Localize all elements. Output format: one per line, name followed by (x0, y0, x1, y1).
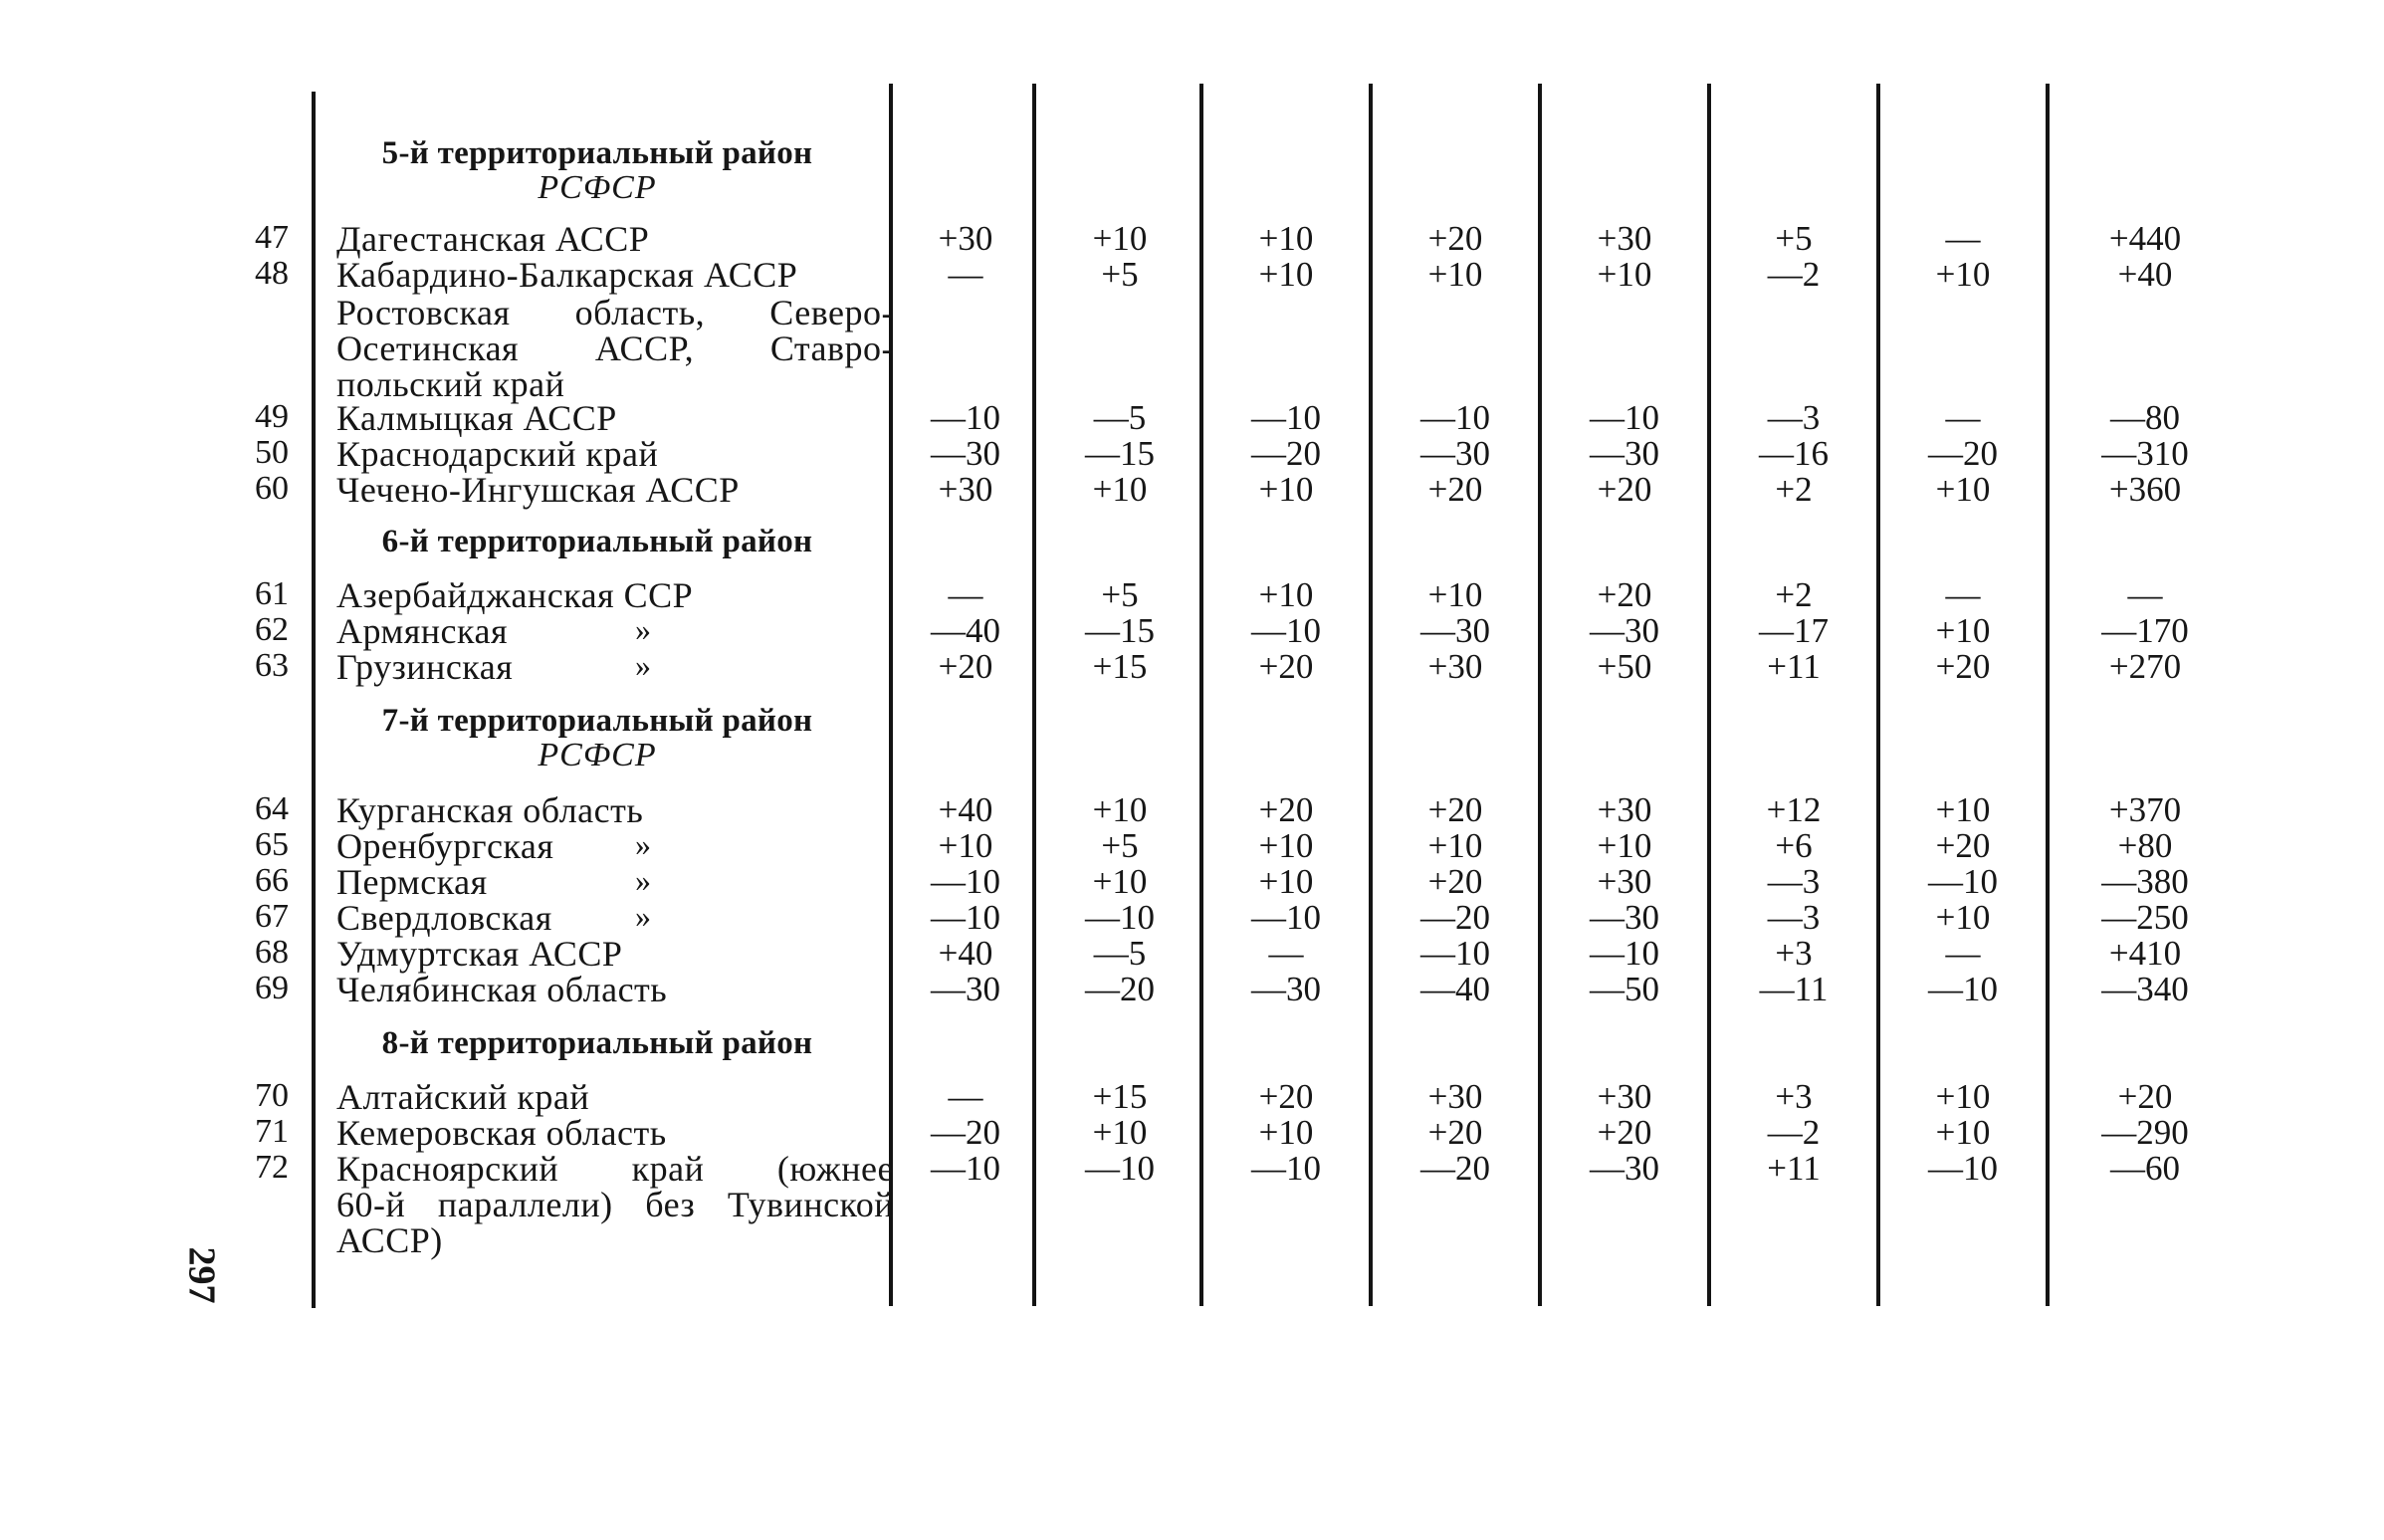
cell-value: +12 (1766, 790, 1822, 829)
cell-value: —10 (931, 398, 1000, 437)
row-label: Оренбургская (336, 826, 554, 866)
rule-column-4 (1369, 84, 1373, 1306)
cell-value: —10 (1251, 398, 1321, 437)
cell-value: —10 (1251, 1149, 1321, 1188)
cell-value: —30 (1251, 970, 1321, 1008)
cell-value: —3 (1767, 898, 1821, 937)
row-number: 62 (255, 611, 289, 648)
group-header: 7-й территориальный район (381, 703, 813, 739)
row-number: 61 (255, 575, 289, 612)
cell-value: +10 (1092, 1113, 1148, 1152)
cell-value: +5 (1775, 219, 1813, 258)
cell-value: —20 (1085, 970, 1155, 1008)
group-header: 8-й территориальный район (381, 1025, 813, 1061)
row-number: 65 (255, 826, 289, 863)
cell-value: +10 (1258, 575, 1314, 614)
cell-value: +10 (1258, 826, 1314, 865)
rule-column-8 (2046, 84, 2050, 1306)
cell-value: +10 (1935, 1077, 1991, 1116)
cell-value: —3 (1767, 398, 1821, 437)
cell-value: —5 (1093, 934, 1147, 973)
cell-value: —10 (931, 1149, 1000, 1188)
rule-column-6 (1707, 84, 1711, 1306)
row-label: Калмыцкая АССР (336, 398, 617, 438)
ditto-mark: » (635, 898, 652, 934)
cell-value: +5 (1101, 255, 1139, 294)
cell-value: —250 (2101, 898, 2189, 937)
rule-column-7 (1876, 84, 1880, 1306)
row-number: 64 (255, 790, 289, 827)
cell-value: +440 (2108, 219, 2182, 258)
cell-value: —30 (1420, 434, 1490, 473)
cell-value: +360 (2108, 470, 2182, 509)
cell-value: +40 (2117, 255, 2173, 294)
cell-value: —170 (2101, 611, 2189, 650)
cell-value: +20 (1427, 470, 1483, 509)
cell-value: +10 (1427, 255, 1483, 294)
cell-value: —10 (1590, 934, 1659, 973)
row-number: 67 (255, 898, 289, 935)
cell-value: —10 (1590, 398, 1659, 437)
cell-value: —30 (1590, 434, 1659, 473)
cell-value: —15 (1085, 611, 1155, 650)
cell-value: +15 (1092, 647, 1148, 686)
cell-value: —10 (931, 898, 1000, 937)
cell-value: +30 (1597, 790, 1652, 829)
row-label-line: Ростовская область, Северо- (336, 293, 894, 332)
cell-value: +5 (1101, 575, 1139, 614)
cell-value: —10 (1928, 970, 1998, 1008)
cell-value: +10 (1092, 219, 1148, 258)
row-label: Свердловская (336, 898, 552, 938)
row-number: 69 (255, 970, 289, 1006)
cell-value: +10 (1935, 255, 1991, 294)
cell-value: — (1945, 398, 1981, 437)
row-number: 47 (255, 219, 289, 256)
page-number: 297 (180, 1246, 223, 1304)
cell-value: — (948, 575, 983, 614)
rule-left (312, 92, 316, 1308)
cell-value: +30 (1427, 647, 1483, 686)
cell-value: —20 (931, 1113, 1000, 1152)
cell-value: +20 (1597, 575, 1652, 614)
cell-value: +2 (1775, 575, 1813, 614)
cell-value: —80 (2110, 398, 2180, 437)
cell-value: +410 (2108, 934, 2182, 973)
cell-value: +10 (1092, 470, 1148, 509)
cell-value: +2 (1775, 470, 1813, 509)
row-number: 72 (255, 1149, 289, 1186)
cell-value: +10 (1427, 826, 1483, 865)
cell-value: +10 (1092, 790, 1148, 829)
rule-column-3 (1199, 84, 1203, 1306)
cell-value: —30 (1590, 898, 1659, 937)
cell-value: +10 (1258, 862, 1314, 901)
cell-value: +30 (938, 219, 993, 258)
cell-value: +20 (1427, 219, 1483, 258)
cell-value: +10 (1597, 826, 1652, 865)
row-number: 70 (255, 1077, 289, 1114)
cell-value: —15 (1085, 434, 1155, 473)
cell-value: — (1945, 934, 1981, 973)
cell-value: —20 (1928, 434, 1998, 473)
cell-value: +20 (1597, 470, 1652, 509)
cell-value: —10 (1928, 1149, 1998, 1188)
cell-value: +10 (1258, 470, 1314, 509)
row-label: Кабардино-Балкарская АССР (336, 255, 798, 295)
cell-value: +20 (1597, 1113, 1652, 1152)
row-label: Челябинская область (336, 970, 668, 1009)
cell-value: —2 (1767, 255, 1821, 294)
cell-value: —16 (1759, 434, 1829, 473)
ditto-mark: » (635, 862, 652, 898)
cell-value: +15 (1092, 1077, 1148, 1116)
cell-value: —11 (1759, 970, 1829, 1008)
cell-value: —30 (1590, 611, 1659, 650)
cell-value: +10 (938, 826, 993, 865)
cell-value: —10 (931, 862, 1000, 901)
row-label: Азербайджанская ССР (336, 575, 694, 615)
cell-value: —10 (1085, 898, 1155, 937)
cell-value: —10 (1085, 1149, 1155, 1188)
cell-value: —340 (2101, 970, 2189, 1008)
row-label: Курганская область (336, 790, 644, 830)
row-label: Чечено-Ингушская АССР (336, 470, 740, 510)
cell-value: +30 (1597, 219, 1652, 258)
cell-value: — (948, 1077, 983, 1116)
cell-value: +10 (1935, 611, 1991, 650)
cell-value: —3 (1767, 862, 1821, 901)
row-label-line: 60-й параллели) без Тувинской (336, 1185, 894, 1224)
cell-value: +10 (1258, 219, 1314, 258)
row-label-line: Красноярский край (южнее (336, 1149, 894, 1189)
cell-value: —30 (1590, 1149, 1659, 1188)
cell-value: —10 (1420, 934, 1490, 973)
group-header: 5-й территориальный район (381, 135, 813, 171)
cell-value: —5 (1093, 398, 1147, 437)
row-label: Дагестанская АССР (336, 219, 650, 259)
cell-value: —50 (1590, 970, 1659, 1008)
cell-value: +20 (1258, 647, 1314, 686)
cell-value: +10 (1258, 255, 1314, 294)
cell-value: —10 (1251, 611, 1321, 650)
row-number: 66 (255, 862, 289, 899)
cell-value: —17 (1759, 611, 1829, 650)
cell-value: +10 (1935, 898, 1991, 937)
cell-value: —310 (2101, 434, 2189, 473)
cell-value: +5 (1101, 826, 1139, 865)
cell-value: +10 (1935, 1113, 1991, 1152)
cell-value: —380 (2101, 862, 2189, 901)
row-label: Краснодарский край (336, 434, 659, 474)
row-number: 71 (255, 1113, 289, 1150)
cell-value: +10 (1427, 575, 1483, 614)
cell-value: —30 (1420, 611, 1490, 650)
cell-value: — (2127, 575, 2163, 614)
row-number: 63 (255, 647, 289, 684)
cell-value: —30 (931, 970, 1000, 1008)
cell-value: —20 (1420, 1149, 1490, 1188)
cell-value: +30 (1597, 862, 1652, 901)
cell-value: —10 (1251, 898, 1321, 937)
row-label: Кемеровская область (336, 1113, 667, 1153)
row-number: 50 (255, 434, 289, 471)
cell-value: +40 (938, 934, 993, 973)
ditto-mark: » (635, 826, 652, 862)
cell-value: +11 (1767, 1149, 1821, 1188)
row-number: 48 (255, 255, 289, 292)
cell-value: —20 (1251, 434, 1321, 473)
rule-column-5 (1538, 84, 1542, 1306)
cell-value: +50 (1597, 647, 1652, 686)
cell-value: +20 (1427, 862, 1483, 901)
cell-value: +3 (1775, 934, 1813, 973)
cell-value: +20 (1427, 790, 1483, 829)
cell-value: +370 (2108, 790, 2182, 829)
cell-value: — (948, 255, 983, 294)
group-subheader: РСФСР (538, 169, 657, 206)
row-number: 68 (255, 934, 289, 971)
ditto-mark: » (635, 611, 652, 647)
cell-value: +30 (1597, 1077, 1652, 1116)
cell-value: +6 (1775, 826, 1813, 865)
cell-value: +20 (1258, 790, 1314, 829)
cell-value: +30 (938, 470, 993, 509)
row-label: Грузинская (336, 647, 514, 687)
cell-value: +10 (1092, 862, 1148, 901)
row-label-line: Осетинская АССР, Ставро- (336, 329, 894, 368)
cell-value: —290 (2101, 1113, 2189, 1152)
row-label: Армянская (336, 611, 509, 651)
ditto-mark: » (635, 647, 652, 683)
cell-value: +11 (1767, 647, 1821, 686)
cell-value: —60 (2110, 1149, 2180, 1188)
cell-value: +10 (1935, 790, 1991, 829)
cell-value: +40 (938, 790, 993, 829)
row-label-line: польский край (336, 364, 565, 404)
row-number: 49 (255, 398, 289, 435)
cell-value: +20 (1258, 1077, 1314, 1116)
cell-value: +10 (1597, 255, 1652, 294)
group-subheader: РСФСР (538, 737, 657, 773)
cell-value: — (1945, 219, 1981, 258)
row-label: Удмуртская АССР (336, 934, 623, 974)
row-label: Алтайский край (336, 1077, 590, 1117)
cell-value: +270 (2108, 647, 2182, 686)
cell-value: —30 (931, 434, 1000, 473)
cell-value: +20 (1935, 647, 1991, 686)
cell-value: — (1945, 575, 1981, 614)
cell-value: —10 (1928, 862, 1998, 901)
cell-value: +10 (1935, 470, 1991, 509)
cell-value: +20 (1935, 826, 1991, 865)
row-label: Пермская (336, 862, 488, 902)
cell-value: —40 (931, 611, 1000, 650)
cell-value: — (1268, 934, 1304, 973)
row-number: 60 (255, 470, 289, 507)
group-header: 6-й территориальный район (381, 524, 813, 559)
cell-value: +20 (938, 647, 993, 686)
cell-value: +10 (1258, 1113, 1314, 1152)
cell-value: —20 (1420, 898, 1490, 937)
cell-value: +20 (2117, 1077, 2173, 1116)
cell-value: —2 (1767, 1113, 1821, 1152)
row-label-line: АССР) (336, 1220, 443, 1260)
cell-value: —10 (1420, 398, 1490, 437)
cell-value: +30 (1427, 1077, 1483, 1116)
cell-value: +3 (1775, 1077, 1813, 1116)
cell-value: +80 (2117, 826, 2173, 865)
cell-value: —40 (1420, 970, 1490, 1008)
cell-value: +20 (1427, 1113, 1483, 1152)
